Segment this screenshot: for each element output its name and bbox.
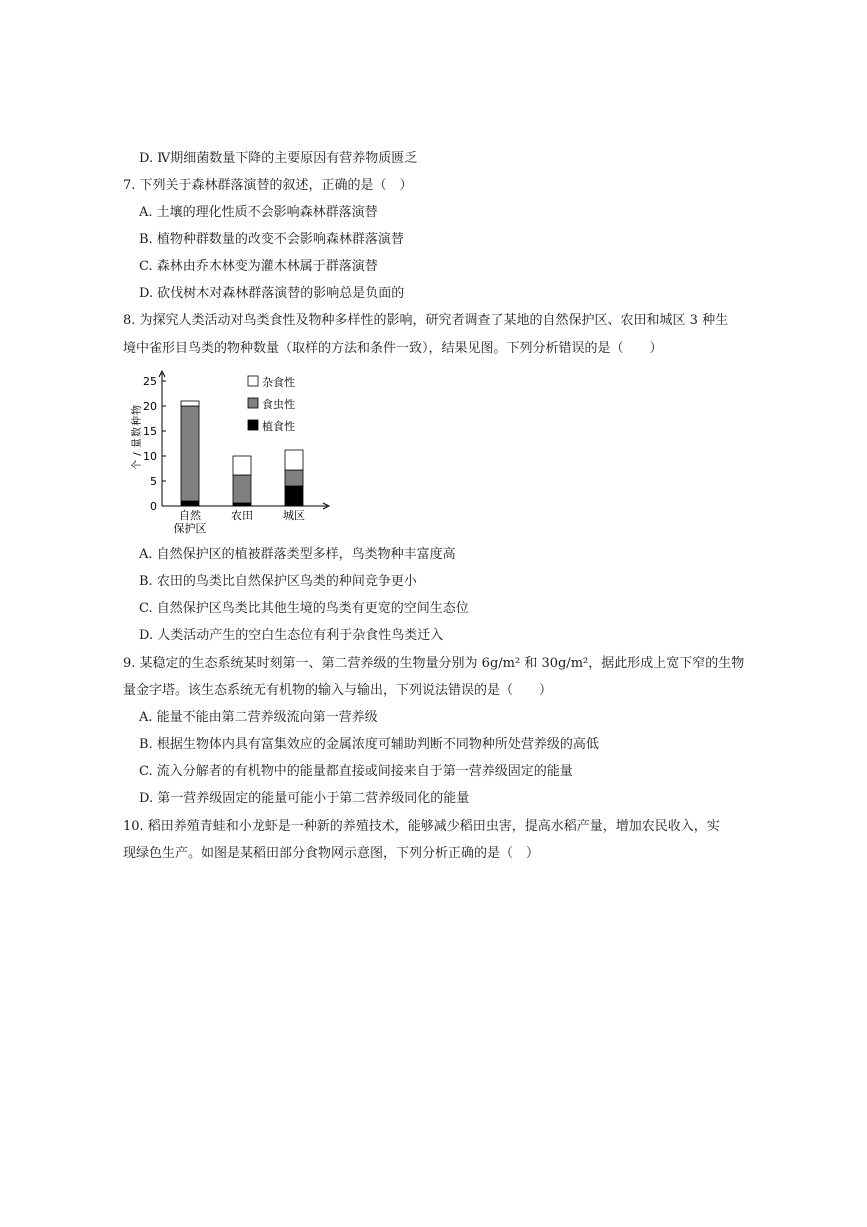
q9-option-b: B. 根据生物体内具有富集效应的金属浓度可辅助判断不同物种所处营养级的高低 [139,737,599,752]
q9-option-d: D. 第一营养级固定的能量可能小于第二营养级同化的能量 [139,791,470,806]
legend-swatch [248,398,258,408]
y-tick-label: 15 [143,425,157,438]
y-axis-label-char: 个 [132,460,143,470]
q10-stem-line1: 10. 稻田养殖青蛙和小龙虾是一种新的养殖技术，能够减少稻田虫害，提高水稻产量，增加农民收入，实 [123,819,720,834]
legend-label: 食虫性 [262,398,295,411]
q6-option-d: D. Ⅳ期细菌数量下降的主要原因有营养物质匮乏 [139,151,418,166]
x-tick-label: 自然 [179,509,201,522]
bar-segment [181,501,199,506]
x-tick-label: 城区 [283,509,305,522]
y-tick-label: 20 [143,400,157,413]
y-tick-label: 0 [150,500,157,513]
q8-stem-line1: 8. 为探究人类活动对鸟类食性及物种多样性的影响，研究者调查了某地的自然保护区、农田和城区 3 种生 [123,313,729,328]
y-axis-label-char: 种 [132,416,143,426]
legend-swatch [248,376,258,386]
y-axis-label-char: 数 [132,427,143,437]
legend-swatch [248,420,258,430]
y-axis-label-char: 量 [132,438,143,448]
q8-option-c: C. 自然保护区鸟类比其他生境的鸟类有更宽的空间生态位 [139,601,469,616]
q7-option-a: A. 土壤的理化性质不会影响森林群落演替 [139,205,378,220]
legend-label: 杂食性 [262,376,295,389]
q9-option-c: C. 流入分解者的有机物中的能量都直接或间接来自于第一营养级固定的能量 [139,764,573,779]
bar-segment [181,406,199,501]
q8-option-d: D. 人类活动产生的空白生态位有利于杂食性鸟类迁入 [139,628,444,643]
bar-segment [233,475,251,503]
x-tick-label: 农田 [231,509,253,522]
bar-segment [285,450,303,470]
q9-stem-line2: 量金字塔。该生态系统无有机物的输入与输出，下列说法错误的是（ ） [123,683,553,698]
bar-segment [233,456,251,475]
q7-option-d: D. 砍伐树木对森林群落演替的影响总是负面的 [139,286,405,301]
q8-option-a: A. 自然保护区的植被群落类型多样，鸟类物种丰富度高 [139,547,456,562]
y-tick-label: 10 [143,450,157,463]
q9-stem-line1: 9. 某稳定的生态系统某时刻第一、第二营养级的生物量分别为 6g/m² 和 30g/m²，据此形成上宽下窄的生物 [123,656,745,671]
q10-stem-line2: 现绿色生产。如图是某稻田部分食物网示意图，下列分析正确的是（ ） [123,846,540,861]
y-tick-label: 5 [150,475,157,488]
q8-option-b: B. 农田的鸟类比自然保护区鸟类的种间竞争更小 [139,574,417,589]
bar-segment [181,401,199,406]
q9-option-a: A. 能量不能由第二营养级流向第一营养级 [139,710,378,725]
y-tick-label: 25 [143,375,157,388]
bar-segment [233,503,251,506]
q7-option-b: B. 植物种群数量的改变不会影响森林群落演替 [139,232,404,247]
q8-stem-line2: 境中雀形目鸟类的物种数量（取样的方法和条件一致），结果见图。下列分析错误的是（ ） [123,341,663,356]
q7-stem: 7. 下列关于森林群落演替的叙述，正确的是（ ） [123,178,413,193]
q7-option-c: C. 森林由乔木林变为灌木林属于群落演替 [139,259,378,274]
bird-species-chart [128,366,348,535]
y-axis-label-char: 物 [132,405,143,415]
legend-label: 植食性 [262,420,295,433]
bar-segment [285,470,303,486]
x-tick-label: 保护区 [173,522,207,535]
bar-segment [285,486,303,506]
y-axis-label-char: / [132,452,143,456]
